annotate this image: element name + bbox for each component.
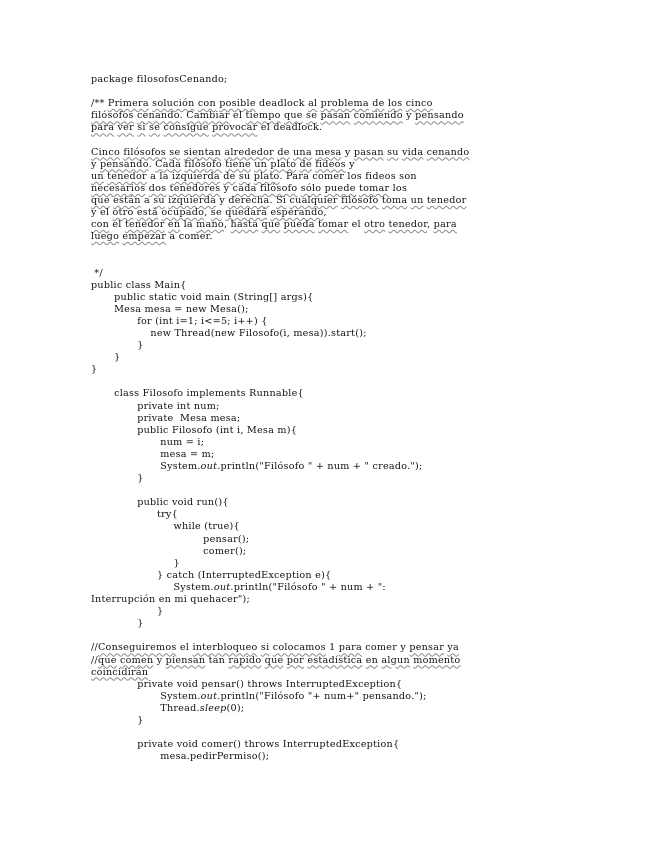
code-text: } (91, 352, 121, 364)
spellcheck-word: mano (196, 219, 224, 231)
code-line (91, 534, 651, 546)
spellcheck-word: Primera (107, 98, 149, 110)
code-text: while (true){ (91, 521, 240, 533)
spellcheck-word: se (169, 146, 181, 158)
spellcheck-word: tomar (359, 182, 390, 194)
spellcheck-word: fideos (315, 158, 346, 170)
code-text: private Mesa mesa; (91, 412, 241, 424)
code-text: package filosofosCenando; (91, 74, 228, 85)
code-line (91, 715, 651, 727)
code-text: y (341, 146, 354, 158)
code-line (91, 413, 651, 425)
code-text: y (216, 194, 229, 206)
spellcheck-word: Cambiar (186, 110, 230, 122)
spellcheck-word: plato (253, 170, 280, 182)
code-text: System. (91, 461, 201, 472)
code-line (91, 159, 651, 171)
spellcheck-word: su (387, 146, 399, 158)
spellcheck-word: al (308, 98, 318, 110)
spellcheck-word: cinco (405, 98, 433, 110)
spellcheck-word: está (136, 207, 159, 219)
spellcheck-word: ver (117, 122, 134, 134)
spellcheck-word: por (286, 654, 304, 666)
code-text: try{ (91, 509, 178, 521)
code-listing (91, 74, 651, 763)
code-line (91, 401, 651, 413)
spellcheck-word: pasan (353, 146, 384, 158)
code-text: el (176, 642, 193, 654)
code-line (91, 473, 651, 485)
spellcheck-word: su (238, 170, 251, 182)
spellcheck-word: otro (364, 219, 386, 231)
spellcheck-word: con (197, 98, 216, 110)
code-line (91, 606, 651, 618)
code-text: for (int i=1; i<=5; i++) { (91, 315, 268, 327)
code-text: . Para comer los fideos son (279, 170, 417, 182)
spellcheck-word: pensando (415, 110, 464, 122)
spellcheck-word: se (149, 122, 161, 134)
code-line (91, 739, 651, 751)
code-text: } (91, 606, 164, 618)
spellcheck-word: Si (276, 194, 287, 206)
code-line (91, 340, 651, 352)
spellcheck-word: cenando (136, 110, 180, 122)
code-text: num = i; (91, 436, 205, 448)
code-text: public static void main (String[] args){ (91, 291, 314, 303)
spellcheck-word: otro (112, 207, 134, 219)
spellcheck-word: si (137, 122, 146, 134)
code-text: a (140, 194, 154, 206)
spellcheck-word: que (264, 654, 284, 666)
code-line (91, 122, 651, 134)
spellcheck-word: tenedor (426, 194, 467, 206)
spellcheck-word: cenando (426, 146, 470, 158)
code-line (91, 134, 651, 146)
spellcheck-word: filósofos (123, 146, 166, 158)
spellcheck-word: tiempo (245, 110, 281, 122)
code-line (91, 751, 651, 763)
spellcheck-word: mesa (315, 146, 342, 158)
code-text: y (345, 158, 355, 170)
spellcheck-word: en (365, 654, 379, 666)
code-text: tan (205, 654, 229, 666)
code-line (91, 630, 651, 642)
code-line (91, 388, 651, 400)
spellcheck-word: una (292, 146, 312, 158)
spellcheck-word: se (210, 207, 222, 219)
italic-token: out (200, 461, 218, 472)
spellcheck-word: esperando (270, 207, 324, 219)
code-line (91, 183, 651, 195)
code-text: // (91, 642, 98, 654)
spellcheck-word: luego (91, 231, 120, 243)
spellcheck-word: tomar (318, 219, 349, 231)
spellcheck-word: si (260, 642, 270, 654)
code-text: , (223, 219, 231, 231)
code-text: 1 (325, 642, 339, 654)
code-text: .println("Filósofo "+ num+" pensando."); (217, 690, 427, 702)
code-text: , (323, 207, 327, 219)
code-line (91, 268, 651, 280)
code-text: comer(); (91, 545, 247, 557)
code-line (91, 110, 651, 122)
spellcheck-word: tenedor (124, 219, 165, 231)
spellcheck-word: problema (320, 98, 369, 110)
code-line (91, 280, 651, 292)
code-line (91, 449, 651, 461)
code-line (91, 292, 651, 304)
code-text: System. (91, 581, 214, 593)
code-text: el (109, 219, 125, 231)
code-text: /** (91, 98, 108, 110)
spellcheck-word: tenedores (169, 182, 221, 194)
code-line (91, 98, 651, 110)
spellcheck-word: que (283, 110, 303, 122)
spellcheck-word: hasta (230, 219, 259, 231)
code-text: Thread. (91, 702, 200, 714)
code-text: } (91, 618, 144, 630)
code-line (91, 521, 651, 533)
code-text: } (91, 364, 98, 376)
code-line (91, 304, 651, 316)
spellcheck-word: quedará (225, 207, 268, 219)
spellcheck-word: empezar (122, 231, 167, 243)
code-text: pensar(); (91, 533, 250, 545)
spellcheck-word: los (387, 98, 403, 110)
code-line (91, 352, 651, 364)
spellcheck-word: Cinco (91, 146, 120, 158)
code-text: public Filosofo (int i, Mesa m){ (91, 424, 298, 436)
spellcheck-word: comen (120, 654, 154, 666)
code-text: private void comer() throws InterruptedException{ (91, 739, 400, 751)
spellcheck-word: cualquier (289, 194, 338, 206)
italic-token: out (213, 581, 231, 593)
spellcheck-word: interbloqueo (192, 642, 258, 654)
spellcheck-word: de (372, 98, 385, 110)
code-line (91, 147, 651, 159)
code-text: y (402, 110, 416, 122)
code-text: Interrupción en mi quehacer"); (91, 594, 250, 606)
spellcheck-word: tenedor (388, 219, 428, 231)
code-text: y (153, 654, 166, 666)
code-text: , (427, 219, 434, 231)
spellcheck-word: tiene (225, 158, 251, 170)
code-line (91, 485, 651, 497)
spellcheck-word: solución (152, 98, 195, 110)
spellcheck-word: de (223, 170, 236, 182)
code-text: y (220, 182, 233, 194)
spellcheck-word: alrededor (224, 146, 275, 158)
spellcheck-word: un (410, 194, 424, 206)
code-text: .println("Filósofo " + num + ": (230, 581, 386, 593)
code-text: // (91, 654, 98, 666)
spellcheck-word: vida (401, 146, 424, 158)
spellcheck-word: un (91, 170, 104, 182)
code-text: } (91, 340, 144, 352)
spellcheck-word: Cada (155, 158, 182, 170)
spellcheck-word: momento (413, 654, 461, 666)
spellcheck-word: Conseguiremos (97, 642, 177, 654)
code-text: new Thread(new Filosofo(i, mesa)).start(); (91, 327, 367, 339)
spellcheck-word: cada (232, 182, 257, 194)
code-text: Mesa mesa = new Mesa(); (91, 303, 249, 315)
code-text: y (91, 158, 100, 170)
spellcheck-word: pensar (409, 642, 445, 654)
code-line (91, 425, 651, 437)
code-line (91, 255, 651, 267)
code-text: deadlock (255, 98, 309, 110)
code-text: .println("Filósofo " + num + " creado."); (217, 461, 423, 472)
spellcheck-word: de (299, 158, 312, 170)
code-text: y el (91, 207, 113, 219)
code-text: } (91, 473, 144, 485)
spellcheck-word: piensan (165, 654, 206, 666)
spellcheck-word: provocar (212, 122, 258, 134)
code-text: , (204, 207, 211, 219)
spellcheck-word: filósofos (91, 110, 134, 122)
spellcheck-word: posible (219, 98, 256, 110)
code-text: el deadlock. (257, 122, 323, 134)
spellcheck-word: se (306, 110, 318, 122)
code-line (91, 243, 651, 255)
code-line (91, 679, 651, 691)
code-line (91, 497, 651, 509)
spellcheck-word: izquierda (168, 194, 217, 206)
code-text: public void run(){ (91, 497, 229, 509)
spellcheck-word: filósofo (259, 182, 298, 194)
spellcheck-word: pensando (99, 158, 149, 170)
spellcheck-word: para (338, 642, 362, 654)
code-line (91, 364, 651, 376)
code-line (91, 207, 651, 219)
code-line (91, 558, 651, 570)
spellcheck-word: sólo (300, 182, 322, 194)
code-text: } (91, 714, 144, 726)
spellcheck-word: consigue (163, 122, 209, 134)
spellcheck-word: comiendo (353, 110, 403, 122)
code-text: (0); (226, 702, 245, 714)
code-text: mesa.pedirPermiso(); (91, 751, 270, 763)
spellcheck-word: con (91, 219, 110, 231)
code-text: comer y (361, 642, 410, 654)
spellcheck-word: filósofo (184, 158, 222, 170)
code-line (91, 461, 651, 473)
code-line (91, 618, 651, 630)
code-text: System. (91, 690, 201, 702)
spellcheck-word: puede (324, 182, 356, 194)
spellcheck-word: ya (447, 642, 459, 654)
spellcheck-word: un (254, 158, 268, 170)
italic-token: out (200, 690, 218, 702)
code-line (91, 667, 651, 679)
spellcheck-word: necesarios (91, 182, 146, 194)
spellcheck-word: para (433, 219, 457, 231)
code-line (91, 655, 651, 667)
spellcheck-word: que (261, 219, 281, 231)
spellcheck-word: toma (381, 194, 408, 206)
code-line (91, 219, 651, 231)
code-text: } catch (InterruptedException e){ (91, 569, 332, 581)
spellcheck-word: ocupado (161, 207, 205, 219)
code-text: a comer. (166, 231, 213, 243)
spellcheck-word: colocamos (272, 642, 326, 654)
code-text: private int num; (91, 400, 220, 412)
code-line (91, 727, 651, 739)
code-line (91, 437, 651, 449)
spellcheck-word: rapido (228, 654, 262, 666)
spellcheck-word: pueda (283, 219, 315, 231)
code-line (91, 86, 651, 98)
spellcheck-word: tenedor (107, 170, 147, 182)
code-text: public class Main{ (91, 279, 187, 291)
spellcheck-word: estadística (307, 654, 363, 666)
code-line (91, 231, 651, 243)
code-line (91, 74, 651, 86)
code-text: el (348, 219, 365, 231)
code-text: . (148, 158, 156, 170)
spellcheck-word: dos (148, 182, 167, 194)
spellcheck-word: en (167, 219, 181, 231)
italic-token: sleep (199, 702, 227, 714)
code-line (91, 195, 651, 207)
spellcheck-word: están (113, 194, 141, 206)
code-text: el (229, 110, 246, 122)
code-line (91, 376, 651, 388)
code-line (91, 316, 651, 328)
code-text: */ (91, 267, 103, 279)
spellcheck-word: sientan (183, 146, 222, 158)
code-line (91, 546, 651, 558)
code-text: . (179, 110, 187, 122)
code-text: la (180, 219, 197, 231)
code-line (91, 171, 651, 183)
spellcheck-word: para (91, 122, 115, 134)
code-line (91, 570, 651, 582)
code-text: mesa = m; (91, 448, 215, 460)
code-line (91, 703, 651, 715)
spellcheck-word: derecha (228, 194, 270, 206)
code-line (91, 509, 651, 521)
code-text: . (269, 194, 277, 206)
code-text: a la (146, 170, 172, 182)
spellcheck-word: algun (381, 654, 410, 666)
code-line (91, 691, 651, 703)
code-text: } (91, 557, 180, 569)
spellcheck-word: pasan (320, 110, 351, 122)
spellcheck-word: plato (270, 158, 297, 170)
code-line (91, 328, 651, 340)
code-line (91, 594, 651, 606)
code-text: los (389, 182, 408, 194)
spellcheck-word: que (97, 654, 117, 666)
spellcheck-word: que (91, 194, 110, 206)
spellcheck-word: filósofo (341, 194, 379, 206)
code-text: private void pensar() throws InterruptedException{ (91, 678, 403, 690)
spellcheck-word: su (153, 194, 165, 206)
spellcheck-word: de (277, 146, 290, 158)
spellcheck-word: coincidirán (91, 666, 149, 678)
code-text: class Filosofo implements Runnable{ (91, 388, 304, 400)
code-line (91, 582, 651, 594)
spellcheck-word: izquierda (172, 170, 220, 182)
code-line (91, 642, 651, 654)
